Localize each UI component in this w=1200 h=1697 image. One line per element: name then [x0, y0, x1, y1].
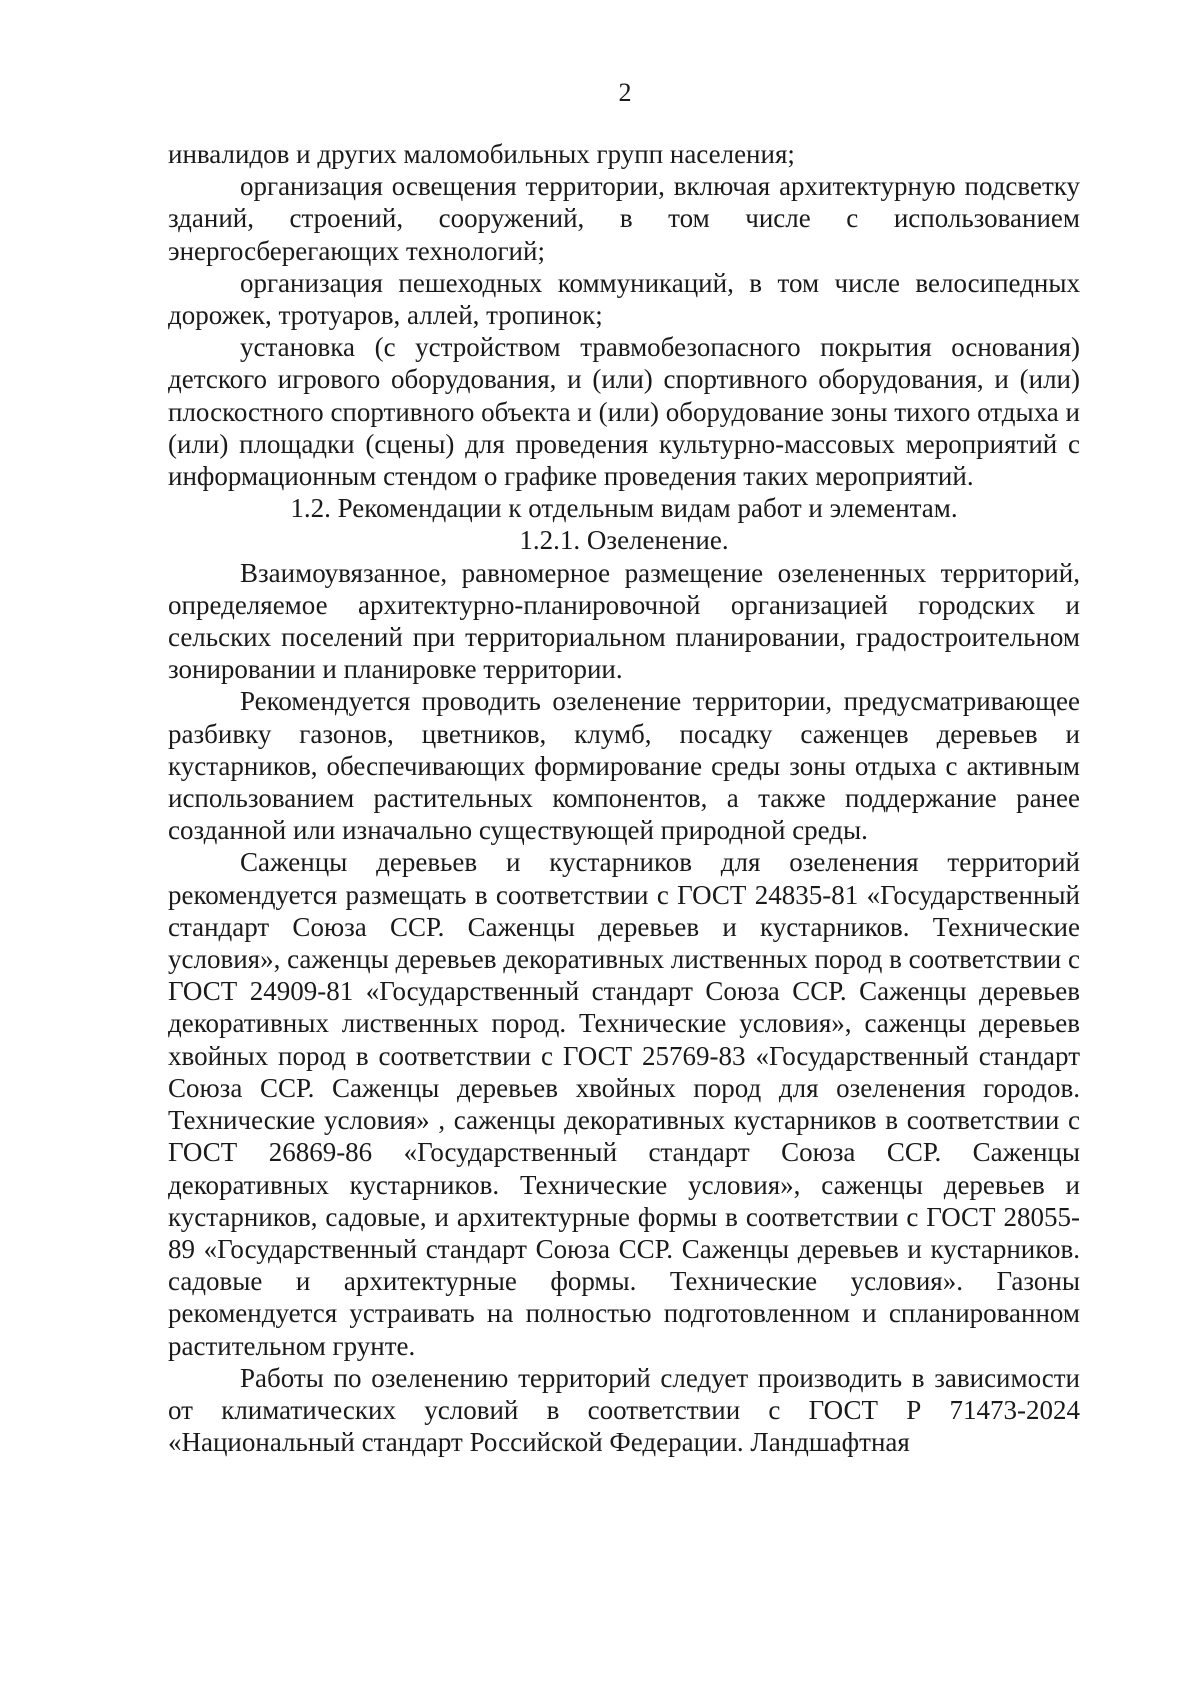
paragraph-pedestrian: организация пешеходных коммуникаций, в том числе велосипедных дорожек, тротуаров, аллей, тропинок; — [168, 267, 1080, 331]
section-heading-1-2-1: 1.2.1. Озеленение. — [519, 525, 729, 556]
page-number: 2 — [618, 78, 632, 107]
section-heading-1-2: 1.2. Рекомендации к отдельным видам работ и элементам. — [290, 493, 958, 524]
paragraph-works: Работы по озеленению территорий следует производить в зависимости от климатических условий в соответствии с ГОСТ Р 71473-2024 «Национальный стандарт Российской Федерации. Ландшафтная — [168, 1362, 1080, 1458]
paragraph-equipment: установка (с устройством травмобезопасного покрытия основания) детского игрового оборудования, и (или) спортивного оборудования, и (или) плоскостного спортивного объекта и (или) оборудование зоны тихого отдыха и (или) площадки (сцены) для проведения культурно-массовых мероприятий с информационным стендом о графике проведения таких мероприятий. — [168, 332, 1080, 492]
document-body — [168, 138, 1080, 1458]
paragraph-recommendation: Рекомендуется проводить озеленение территории, предусматривающее разбивку газонов, цветников, клумб, посадку саженцев деревьев и кустарников, обеспечивающих формирование среды зоны отдыха с активным использованием растительных компонентов, а также поддержание ранее созданной или изначально существующей природной среды. — [168, 686, 1080, 846]
paragraph-seedlings: Саженцы деревьев и кустарников для озеленения территорий рекомендуется размещать в соответствии с ГОСТ 24835-81 «Государственный стандарт Союза ССР. Саженцы деревьев и кустарников. Технические условия», саженцы деревьев декоративных лиственных пород в соответствии с ГОСТ 24909-81 «Государственный стандарт Союза ССР. Саженцы деревьев декоративных лиственных пород. Технические условия», саженцы деревьев хвойных пород в соответствии с ГОСТ 25769-83 «Государственный стандарт Союза ССР. Саженцы деревьев хвойных пород для озеленения городов. Технические условия» , саженцы декоративных кустарников в соответствии с ГОСТ 26869-86 «Государственный стандарт Союза ССР. Саженцы декоративных кустарников. Технические условия», саженцы деревьев и кустарников, садовые, и архитектурные формы в соответствии с ГОСТ 28055-89 «Государственный стандарт Союза ССР. Саженцы деревьев и кустарников. садовые и архитектурные формы. Технические условия». Газоны рекомендуется устраивать на полностью подготовленном и спланированном растительном грунте. — [168, 847, 1080, 1361]
paragraph-placement: Взаимоувязанное, равномерное размещение озелененных территорий, определяемое архитектурно-планировочной организацией городских и сельских поселений при территориальном планировании, градостроительном зонировании и планировке территории. — [168, 557, 1080, 685]
paragraph-continuation: инвалидов и других маломобильных групп населения; — [168, 139, 795, 169]
paragraph-lighting: организация освещения территории, включая архитектурную подсветку зданий, строений, сооружений, в том числе с использованием энергосберегающих технологий; — [168, 171, 1080, 266]
